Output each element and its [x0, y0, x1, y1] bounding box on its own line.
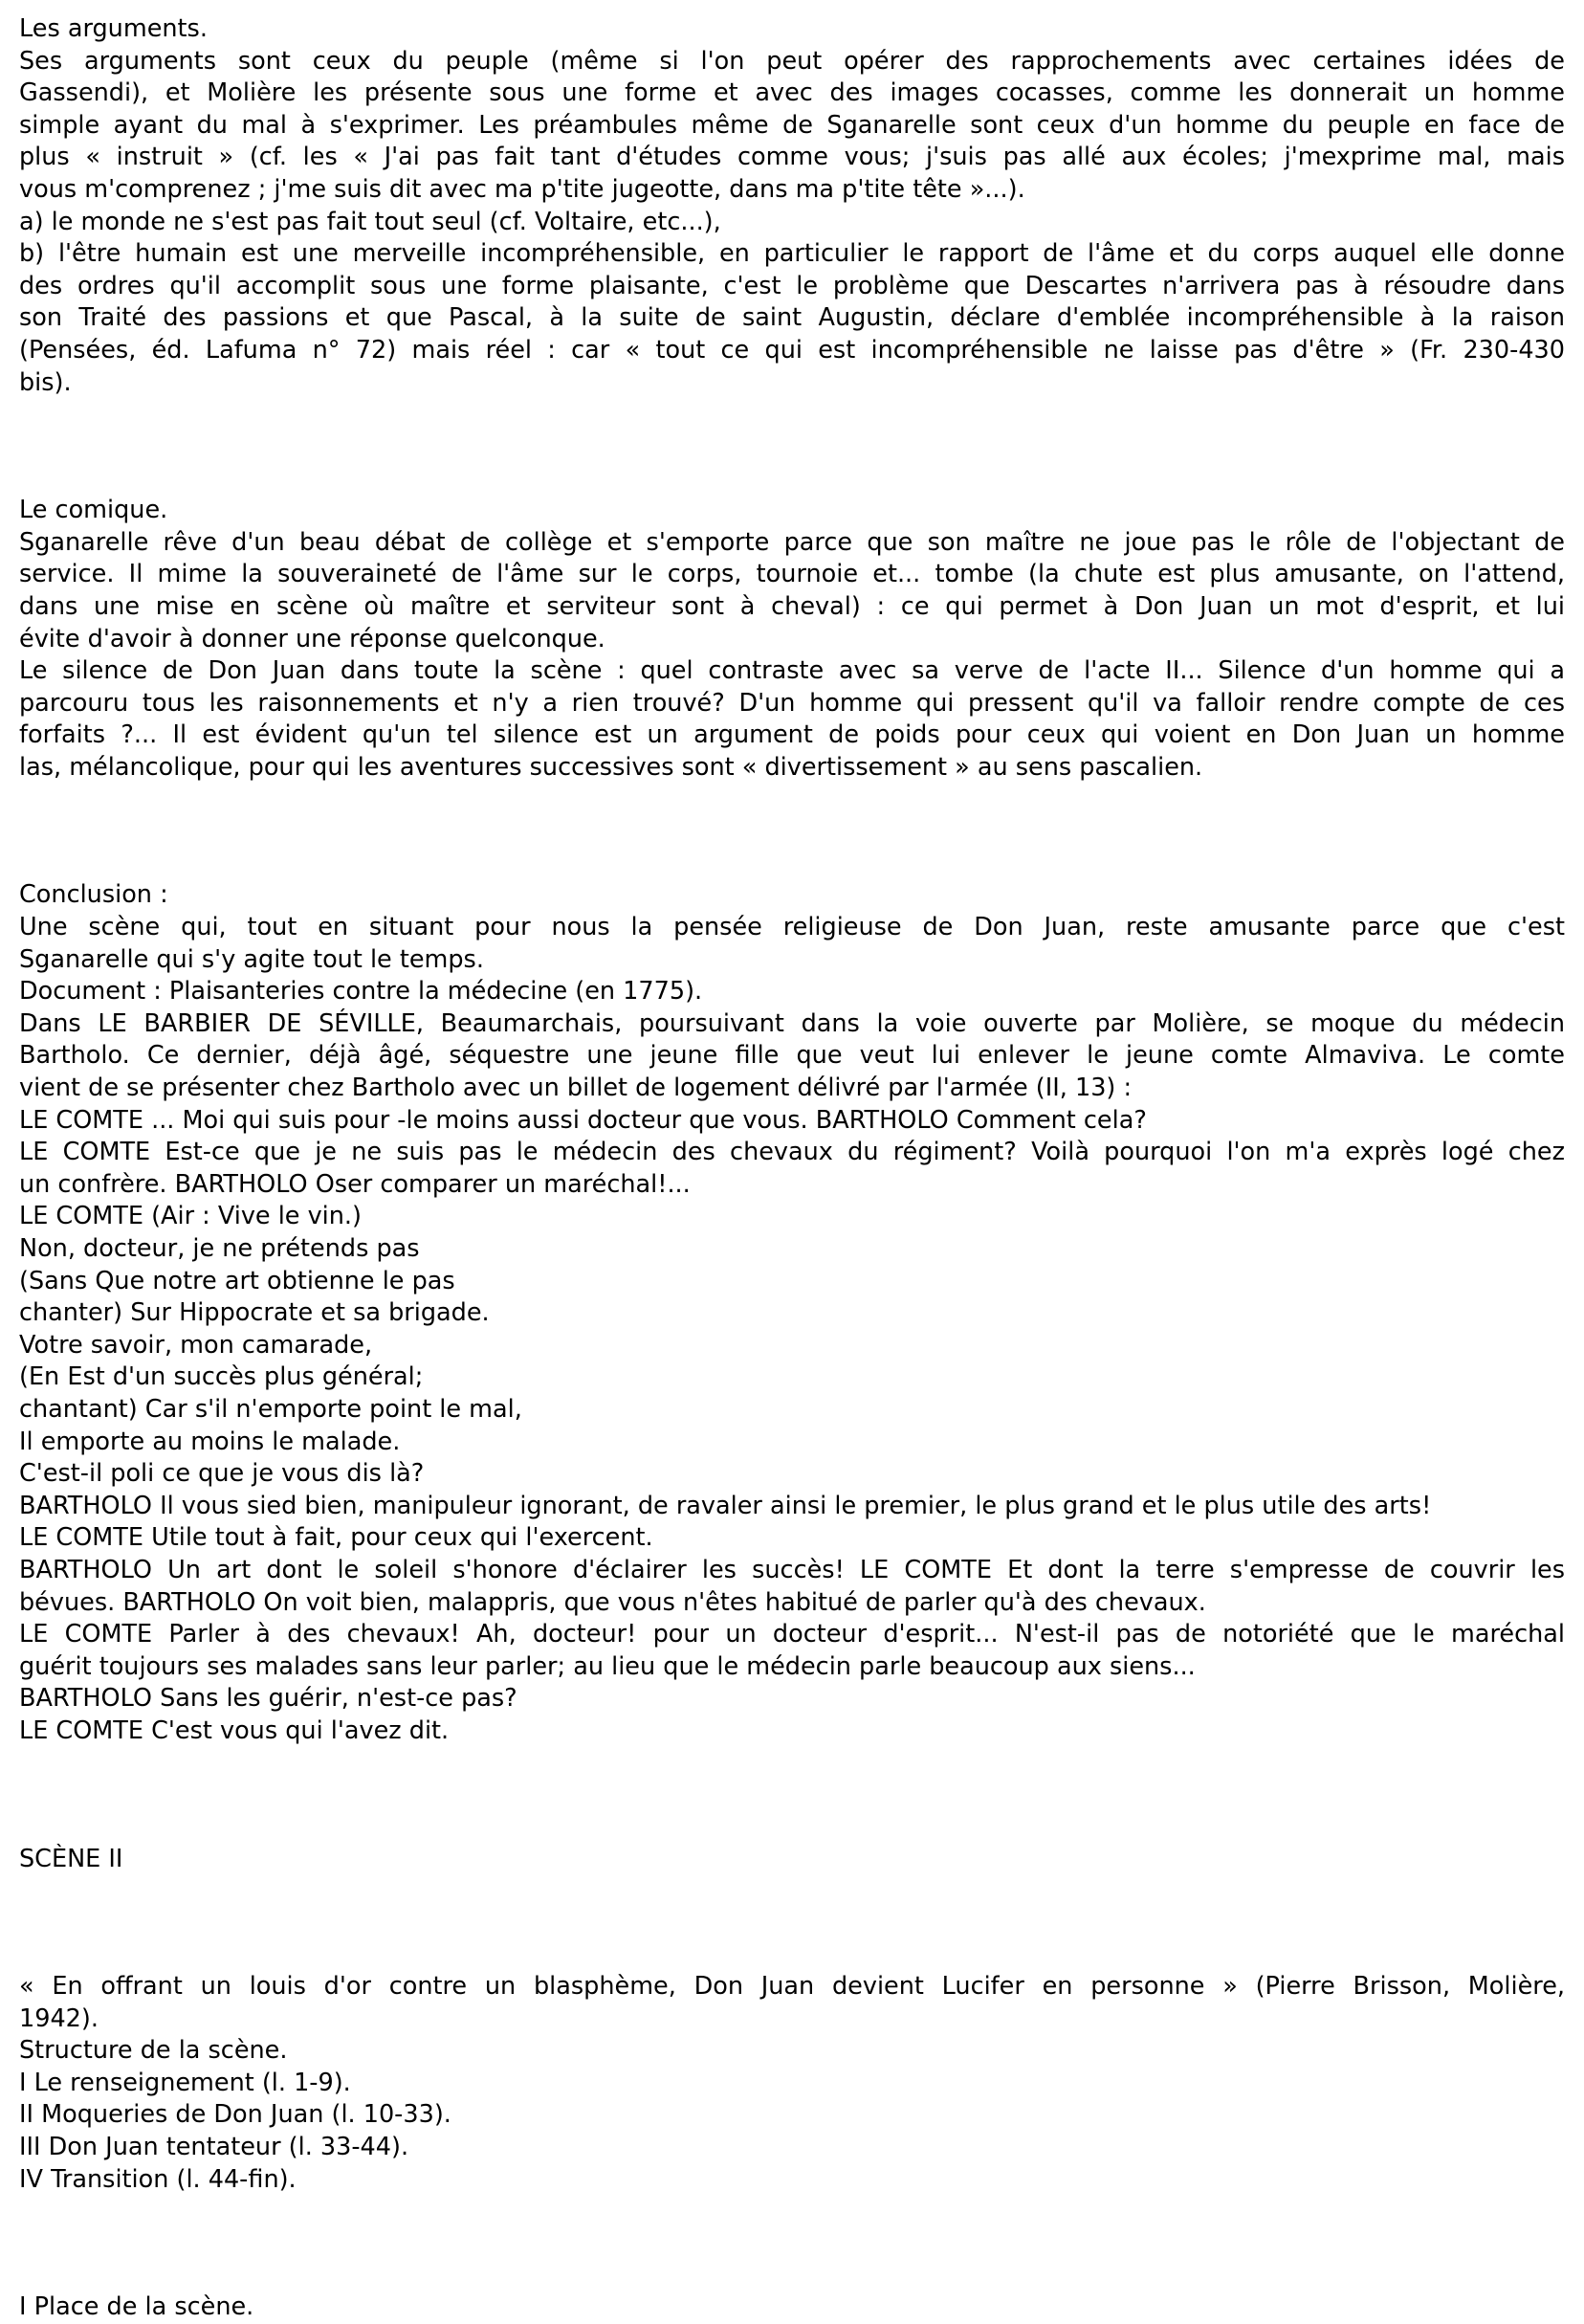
- dialogue-line: BARTHOLO Sans les guérir, n'est-ce pas?: [19, 1684, 517, 1714]
- dialogue-line: (Sans Que notre art obtienne le pas: [19, 1266, 455, 1295]
- paragraph-line: Une scène qui, tout en situant pour nous la pensée religieuse de Don Juan, reste amusante parce que c'est: [19, 913, 1565, 942]
- spacer: [19, 399, 1565, 495]
- dialogue-line: LE COMTE C'est vous qui l'avez dit.: [19, 1715, 450, 1745]
- paragraph-line: Ses arguments sont ceux du peuple (même si l'on peut opérer des rapprochements avec certaines idées de: [19, 46, 1565, 76]
- spacer: [19, 784, 1565, 879]
- heading-scene-2: SCÈNE II: [19, 1844, 123, 1873]
- paragraph-line: parcouru tous les raisonnements et n'y a rien trouvé? D'un homme qui pressent qu'il va falloir rendre compte de ces: [19, 688, 1565, 718]
- list-item-b-line: bis).: [19, 367, 72, 397]
- quote-line: 1942).: [19, 2003, 99, 2033]
- dialogue-line: LE COMTE Est-ce que je ne suis pas le médecin des chevaux du régiment? Voilà pourquoi l'on m'a exprès logé chez: [19, 1138, 1565, 1167]
- structure-item: II Moqueries de Don Juan (l. 10-33).: [19, 2100, 451, 2130]
- dialogue-line: Il emporte au moins le malade.: [19, 1427, 401, 1456]
- paragraph-line: Bartholo. Ce dernier, déjà âgé, séquestre une jeune fille que veut lui enlever le jeune comte Almaviva. Le comte: [19, 1041, 1565, 1071]
- spacer: [19, 2196, 1565, 2291]
- heading-conclusion: Conclusion :: [19, 880, 168, 910]
- list-item-b-line: (Pensées, éd. Lafuma n° 72) mais réel : car « tout ce qui est incompréhensible ne laisse pas d'être » (Fr. 230-430: [19, 335, 1565, 365]
- paragraph-line: forfaits ?... Il est évident qu'un tel silence est un argument de poids pour ceux qui voient en Don Juan un homme: [19, 720, 1565, 750]
- dialogue-line: BARTHOLO Un art dont le soleil s'honore d'éclairer les succès! LE COMTE Et dont la terre s'empresse de couvrir les: [19, 1555, 1565, 1584]
- dialogue-line: guérit toujours ses malades sans leur parler; au lieu que le médecin parle beaucoup aux siens...: [19, 1651, 1196, 1681]
- dialogue-line: BARTHOLO Il vous sied bien, manipuleur ignorant, de ravaler ainsi le premier, le plus grand et le plus utile des arts!: [19, 1491, 1432, 1520]
- dialogue-line: (En Est d'un succès plus général;: [19, 1362, 424, 1392]
- dialogue-line: LE COMTE Utile tout à fait, pour ceux qui l'exercent.: [19, 1523, 653, 1553]
- paragraph-line: plus « instruit » (cf. les « J'ai pas fait tant d'études comme vous; j'suis pas allé aux écoles; j'mexprime mal, mais: [19, 143, 1565, 172]
- paragraph-line: vient de se présenter chez Bartholo avec un billet de logement délivré par l'armée (II, 13) :: [19, 1073, 1133, 1103]
- paragraph-line: Dans LE BARBIER DE SÉVILLE, Beaumarchais, poursuivant dans la voie ouverte par Molière, se moque du médecin: [19, 1008, 1565, 1038]
- spacer: [19, 1875, 1565, 1971]
- dialogue-line: bévues. BARTHOLO On voit bien, malappris, que vous n'êtes habitué de parler qu'à des chevaux.: [19, 1587, 1206, 1617]
- heading-arguments: Les arguments.: [19, 14, 208, 43]
- place-heading: I Place de la scène.: [19, 2292, 254, 2322]
- document-title: Document : Plaisanteries contre la médecine (en 1775).: [19, 977, 703, 1007]
- structure-item: I Le renseignement (l. 1-9).: [19, 2068, 351, 2097]
- list-item-a: a) le monde ne s'est pas fait tout seul (cf. Voltaire, etc...),: [19, 207, 721, 236]
- paragraph-line: vous m'comprenez ; j'me suis dit avec ma p'tite jugeotte, dans ma p'tite tête »...).: [19, 174, 1025, 204]
- heading-comique: Le comique.: [19, 496, 168, 525]
- dialogue-line: chantant) Car s'il n'emporte point le mal,: [19, 1394, 522, 1424]
- dialogue-line: un confrère. BARTHOLO Oser comparer un maréchal!...: [19, 1169, 691, 1199]
- list-item-b-line: son Traité des passions et que Pascal, à la suite de saint Augustin, déclare d'emblée incompréhensible à la raison: [19, 303, 1565, 333]
- dialogue-line: Votre savoir, mon camarade,: [19, 1330, 373, 1360]
- list-item-b-line: des ordres qu'il accomplit sous une forme plaisante, c'est le problème que Descartes n'arrivera pas à résoudre dans: [19, 271, 1565, 300]
- dialogue-line: chanter) Sur Hippocrate et sa brigade.: [19, 1298, 490, 1328]
- paragraph-line: dans une mise en scène où maître et serviteur sont à cheval) : ce qui permet à Don Juan un mot d'esprit, et lui: [19, 591, 1565, 621]
- paragraph-line: simple ayant du mal à s'exprimer. Les préambules même de Sganarelle sont ceux d'un homme du peuple en face de: [19, 110, 1565, 140]
- paragraph-line: las, mélancolique, pour qui les aventures successives sont « divertissement » au sens pascalien.: [19, 752, 1203, 782]
- spacer: [19, 1748, 1565, 1844]
- dialogue-line: LE COMTE Parler à des chevaux! Ah, docteur! pour un docteur d'esprit... N'est-il pas de notoriété que le maréchal: [19, 1620, 1565, 1649]
- dialogue-line: LE COMTE (Air : Vive le vin.): [19, 1202, 362, 1231]
- paragraph-line: Le silence de Don Juan dans toute la scène : quel contraste avec sa verve de l'acte II... Silence d'un homme qui a: [19, 656, 1565, 686]
- structure-heading: Structure de la scène.: [19, 2036, 288, 2066]
- structure-item: III Don Juan tentateur (l. 33-44).: [19, 2133, 409, 2162]
- paragraph-line: Sganarelle qui s'y agite tout le temps.: [19, 944, 484, 974]
- dialogue-line: C'est-il poli ce que je vous dis là?: [19, 1459, 425, 1489]
- dialogue-line: LE COMTE ... Moi qui suis pour -le moins aussi docteur que vous. BARTHOLO Comment cela?: [19, 1105, 1147, 1135]
- document-page: [19, 13, 1565, 2324]
- paragraph-line: Sganarelle rêve d'un beau débat de collège et s'emporte parce que son maître ne joue pas le rôle de l'objectant de: [19, 527, 1565, 557]
- paragraph-line: service. Il mime la souveraineté de l'âme sur le corps, tournoie et... tombe (la chute est plus amusante, on l'attend,: [19, 560, 1565, 589]
- structure-item: IV Transition (l. 44-fin).: [19, 2164, 297, 2194]
- paragraph-line: Gassendi), et Molière les présente sous une forme et avec des images cocasses, comme les donnerait un homme: [19, 78, 1565, 108]
- list-item-b-line: b) l'être humain est une merveille incompréhensible, en particulier le rapport de l'âme et du corps auquel elle donne: [19, 239, 1565, 269]
- dialogue-line: Non, docteur, je ne prétends pas: [19, 1234, 420, 1263]
- quote-line: « En offrant un louis d'or contre un blasphème, Don Juan devient Lucifer en personne » (Pierre Brisson, Molière,: [19, 1972, 1565, 2002]
- paragraph-line: évite d'avoir à donner une réponse quelconque.: [19, 624, 605, 653]
